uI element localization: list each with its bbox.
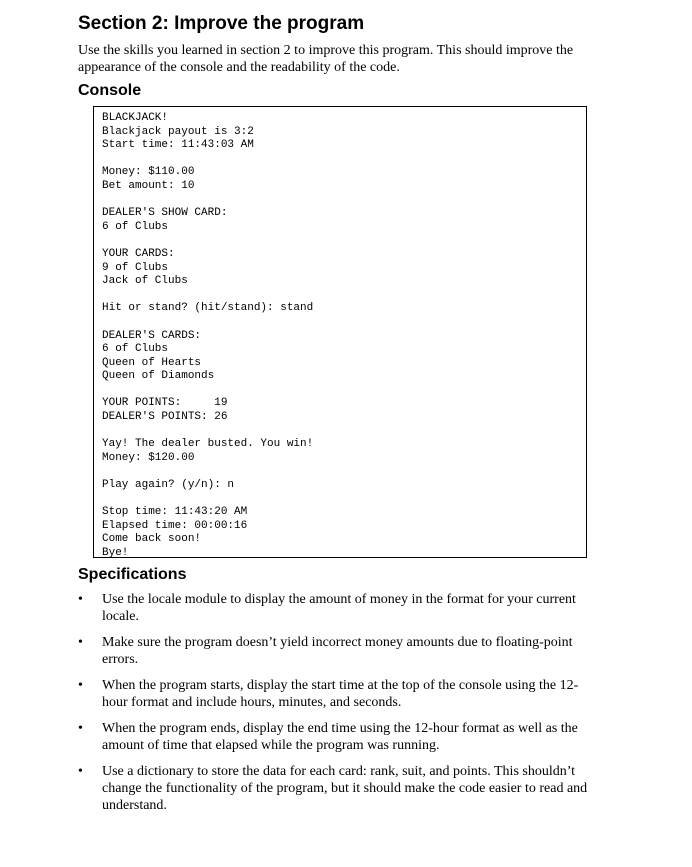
console-line: DEALER'S SHOW CARD:: [102, 207, 228, 220]
console-line: 6 of Clubs: [102, 343, 169, 356]
console-output-box: [93, 106, 587, 558]
spec-item-text: When the program ends, display the end time using the 12-hour format as well as the amount of time that elapsed while the program was running.: [102, 721, 578, 753]
console-line: Stop time: 11:43:20 AM: [102, 506, 248, 519]
console-line: Bye!: [102, 547, 129, 559]
console-blank-line: [102, 384, 586, 398]
console-blank-line: [102, 425, 586, 439]
console-line: DEALER'S POINTS: 26: [102, 411, 228, 424]
spec-item: [78, 677, 602, 711]
console-line: Bet amount: 10: [102, 179, 195, 192]
bullet-icon: •: [78, 635, 83, 650]
console-line: DEALER'S CARDS:: [102, 329, 202, 342]
console-line: YOUR CARDS:: [102, 247, 175, 260]
spec-item: [78, 763, 602, 814]
bullet-icon: •: [78, 721, 83, 736]
console-heading: Console: [78, 82, 142, 99]
spec-item-text: Use a dictionary to store the data for each card: rank, suit, and points. This shouldn’t change the functionality of the program, but it should make the code easier to read and understand.: [102, 764, 588, 813]
console-line: Elapsed time: 00:00:16: [102, 519, 248, 532]
spec-item: [78, 634, 602, 668]
specifications-heading: Specifications: [78, 566, 187, 583]
spec-item: [78, 720, 602, 754]
console-line: Queen of Diamonds: [102, 370, 215, 383]
spec-item-text: Use the locale module to display the amount of money in the format for your current locale.: [102, 592, 576, 624]
specifications-list: [78, 591, 618, 814]
spec-item-text: Make sure the program doesn’t yield incorrect money amounts due to floating-point errors.: [102, 635, 573, 667]
spec-item: [78, 591, 602, 625]
console-blank-line: [102, 194, 586, 208]
bullet-icon: •: [78, 592, 83, 607]
document-page: [78, 12, 618, 823]
console-blank-line: [102, 289, 586, 303]
console-blank-line: [102, 234, 586, 248]
console-line: 6 of Clubs: [102, 220, 169, 233]
section-title: Section 2: Improve the program: [78, 13, 365, 34]
console-line: Hit or stand? (hit/stand): stand: [102, 302, 314, 315]
console-line: YOUR POINTS: 19: [102, 397, 228, 410]
console-line: Jack of Clubs: [102, 275, 188, 288]
intro-paragraph: Use the skills you learned in section 2 to improve this program. This should improve the appearance of the console and the readability of the code.: [78, 43, 574, 75]
bullet-icon: •: [78, 678, 83, 693]
console-line: Start time: 11:43:03 AM: [102, 139, 254, 152]
console-line: 9 of Clubs: [102, 261, 169, 274]
console-line: Play again? (y/n): n: [102, 479, 235, 492]
console-line: Blackjack payout is 3:2: [102, 125, 254, 138]
console-line: Queen of Hearts: [102, 356, 202, 369]
console-line: Money: $110.00: [102, 166, 195, 179]
console-line: Come back soon!: [102, 533, 202, 546]
console-line: Money: $120.00: [102, 451, 195, 464]
spec-item-text: When the program starts, display the start time at the top of the console using the 12-hour format and include hours, minutes, and seconds.: [102, 678, 579, 710]
console-line: Yay! The dealer busted. You win!: [102, 438, 314, 451]
console-line: BLACKJACK!: [102, 112, 169, 124]
console-blank-line: [102, 465, 586, 479]
bullet-icon: •: [78, 764, 83, 779]
console-blank-line: [102, 153, 586, 167]
console-blank-line: [102, 316, 586, 330]
console-blank-line: [102, 493, 586, 507]
